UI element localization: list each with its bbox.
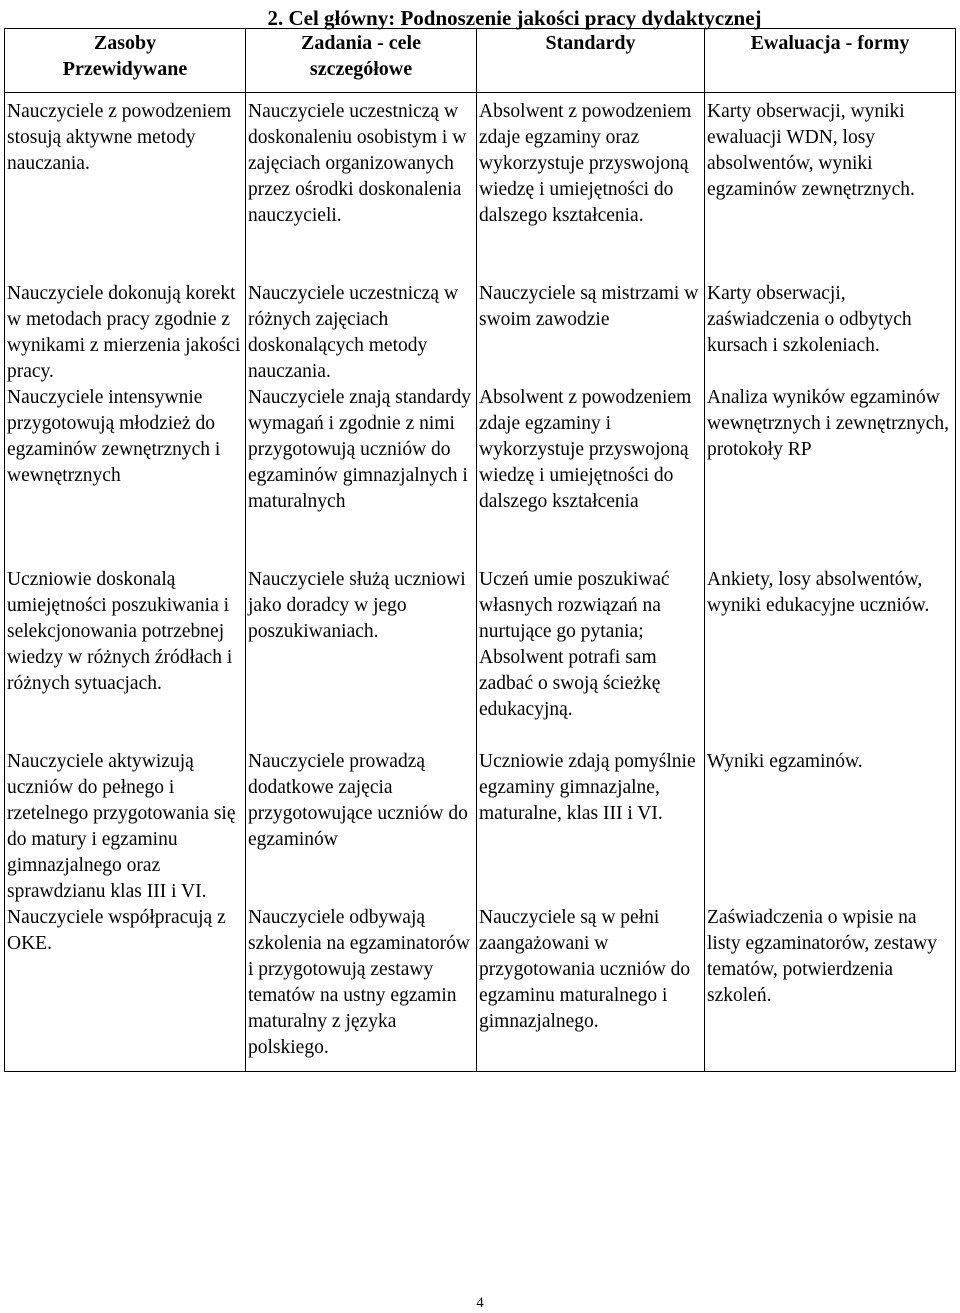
table-row — [5, 93, 956, 281]
cell-zadania: Nauczyciele służą uczniowi jako doradcy w jego poszukiwaniach. — [246, 567, 477, 749]
header-zasoby — [5, 29, 246, 93]
cell-zasoby: Uczniowie doskonalą umiejętności poszukiwania i selekcjonowania potrzebnej wiedzy w różnych źródłach i różnych sytuacjach. — [5, 567, 246, 749]
cell-standardy: Absolwent z powodzeniem zdaje egzaminy i wykorzystuje przyswojoną wiedzę i umiejętności do dalszego kształcenia — [477, 385, 705, 567]
table-row — [5, 905, 956, 1072]
cell-ewaluacja: Zaświadczenia o wpisie na listy egzaminatorów, zestawy tematów, potwierdzenia szkoleń. — [705, 905, 956, 1072]
cell-zasoby: Nauczyciele intensywnie przygotowują młodzież do egzaminów zewnętrznych i wewnętrznych — [5, 385, 246, 567]
header-zasoby-line2: Przewidywane — [62, 58, 188, 80]
cell-zadania: Nauczyciele odbywają szkolenia na egzaminatorów i przygotowują zestawy tematów na ustny egzamin maturalny z języka polskiego. — [246, 905, 477, 1072]
cell-zasoby: Nauczyciele współpracują z OKE. — [5, 905, 246, 1072]
cell-ewaluacja: Karty obserwacji, zaświadczenia o odbytych kursach i szkoleniach. — [705, 281, 956, 385]
cell-zadania: Nauczyciele znają standardy wymagań i zgodnie z nimi przygotowują uczniów do egzaminów gimnazjalnych i maturalnych — [246, 385, 477, 567]
table-row — [5, 567, 956, 749]
cell-zadania: Nauczyciele uczestniczą w doskonaleniu osobistym i w zajęciach organizowanych przez ośrodki doskonalenia nauczycieli. — [246, 93, 477, 281]
cell-standardy: Uczniowie zdają pomyślnie egzaminy gimnazjalne, maturalne, klas III i VI. — [477, 749, 705, 905]
header-standardy: Standardy — [477, 29, 705, 93]
table-row — [5, 749, 956, 905]
header-zasoby-line1: Zasoby — [93, 32, 157, 54]
cell-zadania: Nauczyciele prowadzą dodatkowe zajęcia przygotowujące uczniów do egzaminów — [246, 749, 477, 905]
page-title: 2. Cel główny: Podnoszenie jakości pracy dydaktycznej — [267, 6, 762, 30]
table-header-row — [5, 29, 956, 93]
cell-zasoby: Nauczyciele dokonują korekt w metodach pracy zgodnie z wynikami z mierzenia jakości pracy. — [5, 281, 246, 385]
cell-ewaluacja: Ankiety, losy absolwentów, wyniki edukacyjne uczniów. — [705, 567, 956, 749]
header-zadania — [246, 29, 477, 93]
page-number: 4 — [476, 1295, 484, 1311]
header-ewaluacja: Ewaluacja - formy — [705, 29, 956, 93]
cell-ewaluacja: Analiza wyników egzaminów wewnętrznych i zewnętrznych, protokoły RP — [705, 385, 956, 567]
table-row — [5, 281, 956, 385]
header-zadania-line1: Zadania - cele — [301, 32, 421, 54]
cell-standardy: Nauczyciele są w pełni zaangażowani w przygotowania uczniów do egzaminu maturalnego i gimnazjalnego. — [477, 905, 705, 1072]
cell-ewaluacja: Wyniki egzaminów. — [705, 749, 956, 905]
cell-ewaluacja: Karty obserwacji, wyniki ewaluacji WDN, losy absolwentów, wyniki egzaminów zewnętrznych. — [705, 93, 956, 281]
cell-standardy: Uczeń umie poszukiwać własnych rozwiązań na nurtujące go pytania; Absolwent potrafi sam zadbać o swoją ścieżkę edukacyjną. — [477, 567, 705, 749]
cell-standardy: Absolwent z powodzeniem zdaje egzaminy oraz wykorzystuje przyswojoną wiedzę i umiejętności do dalszego kształcenia. — [477, 93, 705, 281]
table-row — [5, 385, 956, 567]
cell-zasoby: Nauczyciele z powodzeniem stosują aktywne metody nauczania. — [5, 93, 246, 281]
cell-standardy: Nauczyciele są mistrzami w swoim zawodzie — [477, 281, 705, 385]
goals-table — [4, 28, 956, 1072]
cell-zadania: Nauczyciele uczestniczą w różnych zajęciach doskonalących metody nauczania. — [246, 281, 477, 385]
header-zadania-line2: szczegółowe — [309, 58, 413, 80]
cell-zasoby: Nauczyciele aktywizują uczniów do pełnego i rzetelnego przygotowania się do matury i egzaminu gimnazjalnego oraz sprawdzianu klas III i VI. — [5, 749, 246, 905]
